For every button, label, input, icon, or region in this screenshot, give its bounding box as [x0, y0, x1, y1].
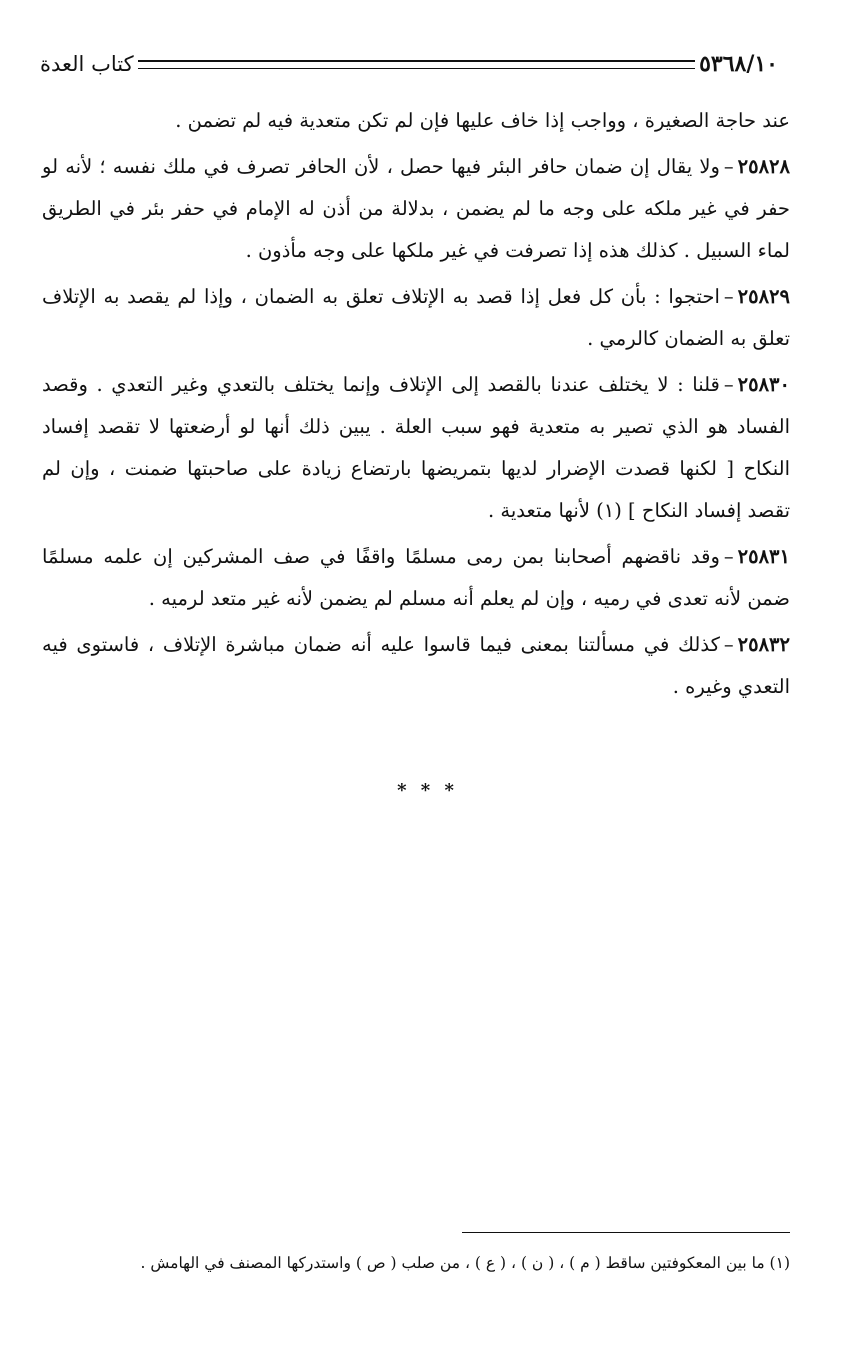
paragraph-dash: – [723, 285, 734, 308]
book-title: كتاب العدة [40, 52, 134, 76]
paragraph-dash: – [723, 633, 734, 656]
paragraph-dash: – [723, 545, 734, 568]
section-separator: * * * [397, 780, 458, 801]
paragraph-text: وقد ناقضهم أصحابنا بمن رمى مسلمًا واقفًا في صف المشركين إن علمه مسلمًا ضمن لأنه تعدى في رميه ، وإن لم يعلم أنه مسلم لم يضمن لأنه غير متعد لرميه . [42, 545, 790, 610]
paragraph [42, 100, 790, 142]
paragraph-text: قلنا : لا يختلف عندنا بالقصد إلى الإتلاف وإنما يختلف بالتعدي وغير التعدي . وقصد الفساد هو الذي تصير به متعدية فهو سبب العلة . يبين ذلك أنها لو أرضعتها لا تقصد إفساد النكاح [ لكنها قصدت الإضرار لديها بتمريضها بارتضاع زيادة على صاحبتها ضمنت ، وإن لم تقصد إفساد النكاح ] (١) لأنها متعدية . [42, 373, 790, 522]
main-text [42, 100, 790, 712]
paragraph [42, 364, 790, 532]
page-header [30, 44, 788, 84]
paragraph-text: ولا يقال إن ضمان حافر البئر فيها حصل ، لأن الحافر تصرف في ملك نفسه ؛ لأنه لو حفر في غير ملكه على وجه ما لم يضمن ، بدلالة من أذن له الإمام في حفر بئر في الطريق لماء السبيل . كذلك هذه إذا تصرفت في غير ملكها على وجه مأذون . [42, 155, 790, 262]
paragraph-text: كذلك في مسألتنا بمعنى فيما قاسوا عليه أنه ضمان مباشرة الإتلاف ، فاستوى فيه التعدي وغيره . [42, 633, 790, 698]
paragraph [42, 146, 790, 272]
footnote-rule [462, 1232, 790, 1233]
paragraph [42, 536, 790, 620]
paragraph [42, 276, 790, 360]
paragraph-text: احتجوا : بأن كل فعل إذا قصد به الإتلاف تعلق به الضمان ، وإذا لم يقصد به الإتلاف تعلق به الضمان كالرمي . [42, 285, 790, 350]
header-rule [138, 60, 695, 69]
footnote: (١) ما بين المعكوفتين ساقط ( م ) ، ( ن ) ، ( ع ) ، من صلب ( ص ) واستدركها المصنف في الهامش . [140, 1254, 790, 1272]
paragraph-number: ٢٥٨٣٢ [737, 633, 790, 656]
paragraph-dash: – [723, 373, 734, 396]
paragraph [42, 624, 790, 708]
paragraph-dash: – [723, 155, 734, 178]
page-reference: ٥٣٦٨/١٠ [699, 51, 778, 77]
paragraph-number: ٢٥٨٢٨ [737, 155, 790, 178]
paragraph-number: ٢٥٨٢٩ [737, 285, 790, 308]
paragraph-number: ٢٥٨٣١ [737, 545, 790, 568]
paragraph-text: عند حاجة الصغيرة ، وواجب إذا خاف عليها فإن لم تكن متعدية فيه لم تضمن . [175, 109, 790, 132]
paragraph-number: ٢٥٨٣٠ [737, 373, 790, 396]
